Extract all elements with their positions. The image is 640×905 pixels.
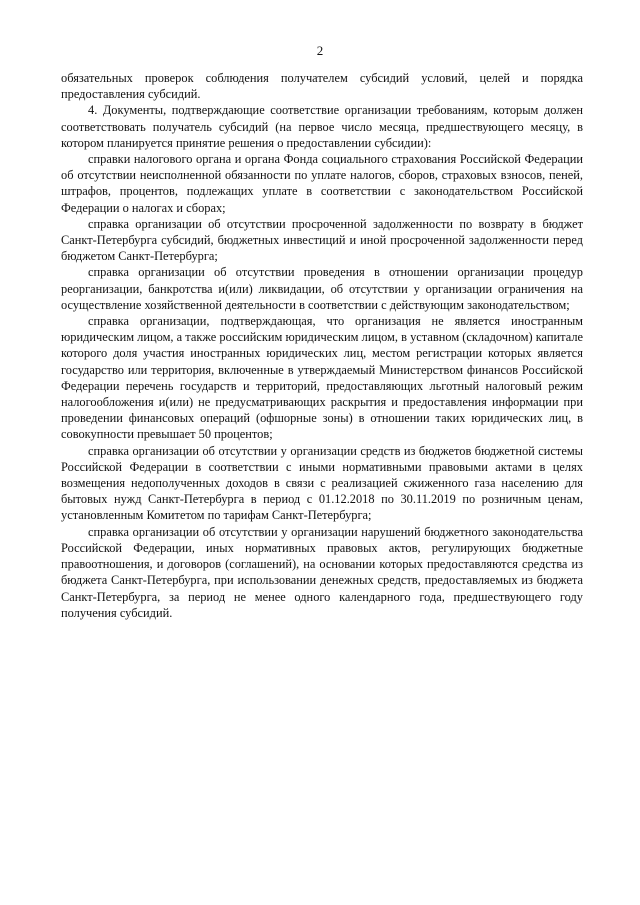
paragraph-tax-certificates: справки налогового органа и органа Фонда социального страхования Российской Федерации об отсутствии неисполненной обязанности по уплате налогов, сборов, страховых взносов, пеней, штрафов, процентов, подлежащих уплате в соответствии с законодательством Российской Федерации о налогах и сборах; <box>61 152 583 215</box>
paragraph-foreign-entity-certificate: справка организации, подтверждающая, что организация не является иностранным юридическим лицом, а также российским юридическим лицом, в уставном (складочном) капитале которого доля участия иностранных юридических лиц, местом регистрации которых является государство или территория, включенные в утверждаемый Министерством финансов Российской Федерации перечень государств и территорий, предоставляющих льготный налоговый режим налогообложения и(или) не предусматривающих раскрытия и предоставления информации при проведении финансовых операций (офшорные зоны) в отношении таких юридических лиц, в совокупности превышает 50 процентов; <box>61 314 583 442</box>
page-number: 2 <box>316 43 324 58</box>
paragraph-item-4-heading: 4. Документы, подтверждающие соответствие организации требованиям, которым должен соответствовать получатель субсидий (на первое число месяца, предшествующего месяцу, в котором планируется принятие решения о предоставлении субсидии): <box>61 103 583 150</box>
paragraph-reorganization-certificate: справка организации об отсутствии проведения в отношении организации процедур реорганизации, банкротства и(или) ликвидации, об отсутствии у организации ограничения на осуществление хозяйственной деятельности в соответствии с действующим законодательством; <box>61 265 583 312</box>
paragraph-budget-funds-certificate: справка организации об отсутствии у организации средств из бюджетов бюджетной системы Российской Федерации в соответствии с иными нормативными правовыми актами в целях возмещения недополученных доходов в связи с реализацией сжиженного газа населению для бытовых нужд Санкт-Петербурга в период с 01.12.2018 по 30.11.2019 по розничным ценам, установленным Комитетом по тарифам Санкт-Петербурга; <box>61 443 583 523</box>
document-body <box>61 70 583 621</box>
paragraph-overdue-debt-certificate: справка организации об отсутствии просроченной задолженности по возврату в бюджет Санкт-Петербурга субсидий, бюджетных инвестиций и иной просроченной задолженности перед бюджетом Санкт-Петербурга; <box>61 216 583 264</box>
paragraph-budget-violations-certificate: справка организации об отсутствии у организации нарушений бюджетного законодательства Российской Федерации, иных нормативных правовых актов, регулирующих бюджетные правоотношения, и договоров (соглашений), на основании которых предоставляются средства из бюджета Санкт-Петербурга, при использовании денежных средств, предоставляемых из бюджета Санкт-Петербурга, за период не менее одного календарного года, предшествующего году получения субсидий. <box>61 524 583 620</box>
paragraph-continuation: обязательных проверок соблюдения получателем субсидий условий, целей и порядка предоставления субсидий. <box>61 71 583 102</box>
